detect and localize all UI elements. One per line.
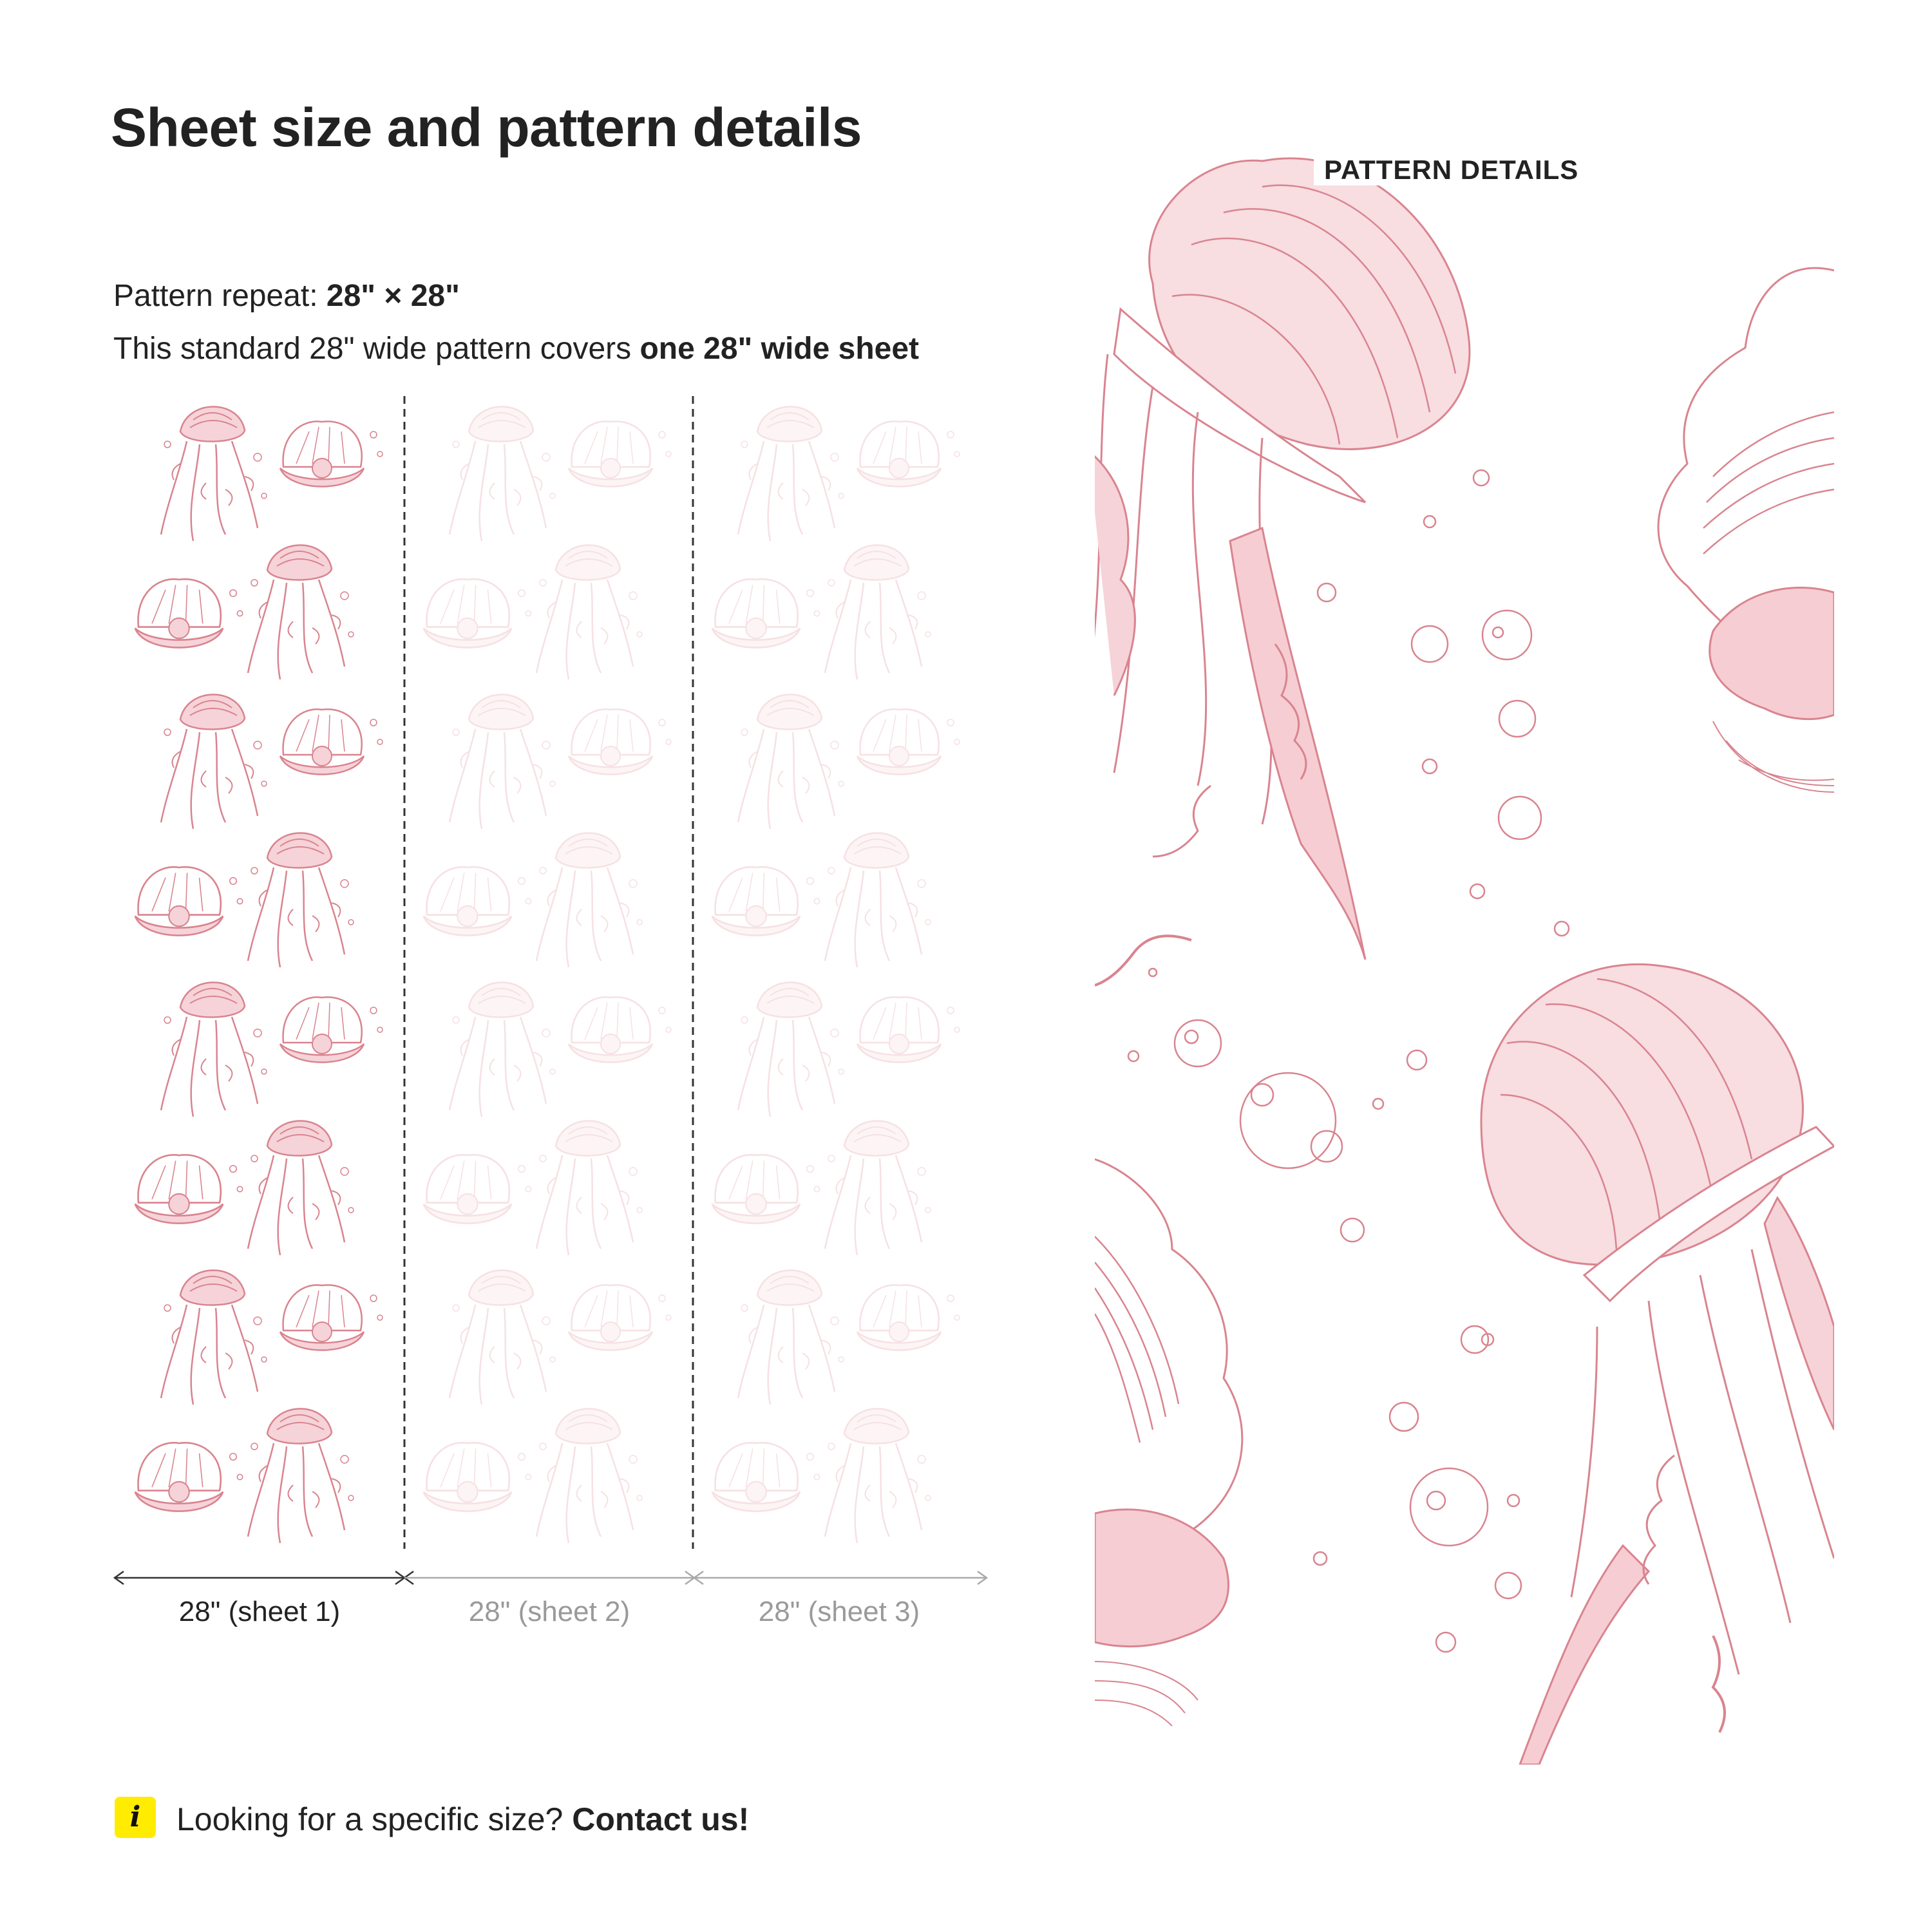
contact-line [176, 1801, 749, 1838]
sheet-2-label: 28" (sheet 2) [468, 1596, 630, 1627]
jellyfish-illustration [1481, 964, 1834, 1765]
pattern-repeat-value: 28" × 28" [326, 279, 460, 313]
pattern-repeat-line [113, 278, 460, 314]
dimension-arrows [109, 1565, 992, 1591]
coverage-bold: one 28" wide sheet [639, 332, 920, 366]
info-icon: i [115, 1797, 156, 1838]
sheet-3-pattern [712, 406, 960, 1543]
sheet-1-label: 28" (sheet 1) [178, 1596, 341, 1627]
sheet-preview [116, 396, 982, 1549]
contact-question: Looking for a specific size? [176, 1801, 573, 1837]
shell-illustration [1095, 1159, 1242, 1726]
sheet-1-pattern [135, 406, 383, 1543]
coverage-line [113, 331, 919, 366]
sheet-2-pattern [424, 406, 671, 1543]
shell-illustration [1658, 268, 1834, 792]
coverage-text: This standard 28" wide pattern covers [113, 332, 640, 366]
jellyfish-illustration [1095, 158, 1470, 985]
pattern-details-heading: PATTERN DETAILS [1314, 155, 1589, 185]
contact-us-link[interactable]: Contact us! [572, 1801, 750, 1837]
page-title: Sheet size and pattern details [111, 97, 862, 158]
pattern-repeat-label: Pattern repeat: [113, 279, 327, 313]
sheet-3-label: 28" (sheet 3) [758, 1596, 920, 1627]
pattern-detail-image [1095, 142, 1834, 1765]
